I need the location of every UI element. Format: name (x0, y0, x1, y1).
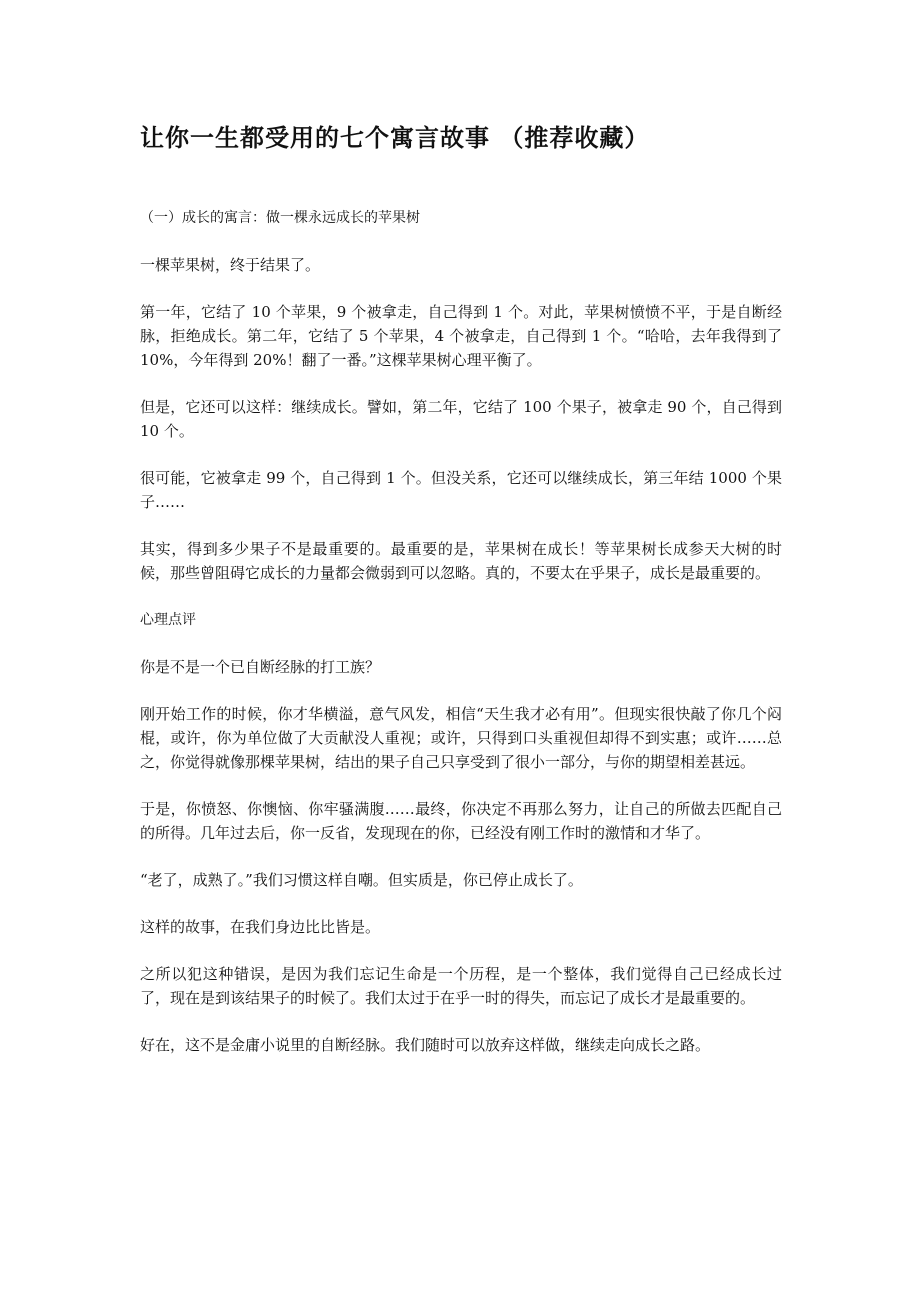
paragraph: “老了，成熟了。”我们习惯这样自嘲。但实质是，你已停止成长了。 (140, 871, 583, 889)
paragraph: 第一年，它结了 10 个苹果，9 个被拿走，自己得到 1 个。对此，苹果树愤愤不平，于是自断经脉，拒绝成长。第二年，它结了 5 个苹果，4 个被拿走，自己得到 1 个。“哈哈，去年我得到了 10%，今年得到 20%！翻了一番。”这棵苹果树心理平衡了。 (140, 303, 782, 369)
subheading: 心理点评 (140, 612, 196, 628)
paragraph: 很可能，它被拿走 99 个，自己得到 1 个。但没关系，它还可以继续成长，第三年结 1000 个果子…… (140, 469, 782, 511)
paragraph: 刚开始工作的时候，你才华横溢，意气风发，相信“天生我才必有用”。但现实很快敲了你几个闷棍，或许，你为单位做了大贡献没人重视；或许，只得到口头重视但却得不到实惠；或许……总之，你觉得就像那棵苹果树，结出的果子自己只享受到了很小一部分，与你的期望相差甚远。 (140, 705, 782, 771)
section-heading: （一）成长的寓言：做一棵永远成长的苹果树 (140, 210, 420, 226)
paragraph: 于是，你愤怒、你懊恼、你牢骚满腹……最终，你决定不再那么努力，让自己的所做去匹配自己的所得。几年过去后，你一反省，发现现在的你，已经没有刚工作时的激情和才华了。 (140, 800, 782, 842)
paragraph: 你是不是一个已自断经脉的打工族？ (140, 658, 381, 676)
paragraph: 之所以犯这种错误，是因为我们忘记生命是一个历程，是一个整体，我们觉得自己已经成长过了，现在是到该结果子的时候了。我们太过于在乎一时的得失，而忘记了成长才是最重要的。 (140, 965, 782, 1007)
document-title: 让你一生都受用的七个寓言故事 （推荐收藏） (140, 123, 650, 152)
paragraph: 好在，这不是金庸小说里的自断经脉。我们随时可以放弃这样做，继续走向成长之路。 (140, 1036, 711, 1054)
document-body (140, 206, 782, 1080)
paragraph: 但是，它还可以这样：继续成长。譬如，第二年，它结了 100 个果子，被拿走 90 个，自己得到 10 个。 (140, 398, 782, 440)
paragraph: 其实，得到多少果子不是最重要的。最重要的是，苹果树在成长！等苹果树长成参天大树的时候，那些曾阻碍它成长的力量都会微弱到可以忽略。真的，不要太在乎果子，成长是最重要的。 (140, 540, 782, 582)
paragraph: 一棵苹果树，终于结果了。 (140, 256, 321, 274)
paragraph: 这样的故事，在我们身边比比皆是。 (140, 918, 381, 936)
